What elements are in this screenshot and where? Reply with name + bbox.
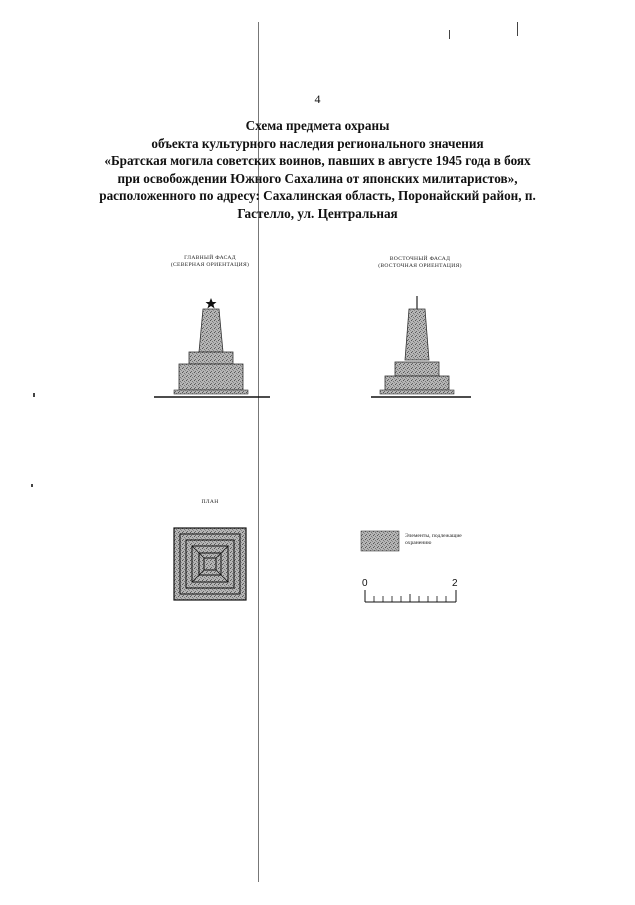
- plan-drawing: [174, 528, 246, 600]
- east-facade-caption-line2: (ВОСТОЧНАЯ ОРИЕНТАЦИЯ): [378, 263, 462, 269]
- title-line: «Братская могила советских воинов, павших в августе 1945 года в боях: [104, 153, 531, 168]
- scan-mark: [31, 484, 33, 487]
- east-facade-drawing: [359, 292, 489, 402]
- obelisk-pedestal: [395, 362, 439, 376]
- scale-end-label: 2: [452, 578, 458, 589]
- scan-mark: [517, 22, 518, 36]
- obelisk-base: [385, 376, 449, 390]
- title-line: расположенного по адресу: Сахалинская область, Поронайский район, п.: [99, 188, 536, 203]
- north-facade-caption-line2: (СЕВЕРНАЯ ОРИЕНТАЦИЯ): [170, 262, 250, 268]
- legend-label: [405, 533, 462, 547]
- legend-label-line2: охранению: [405, 540, 432, 546]
- obelisk-step: [174, 390, 248, 394]
- scan-mark: [33, 393, 35, 397]
- title-line: Схема предмета охраны: [245, 118, 390, 133]
- legend-label-line1: Элементы, подлежащие: [405, 533, 462, 539]
- page-number: 4: [314, 92, 321, 106]
- scan-mark: [449, 30, 450, 39]
- star-icon: [206, 298, 217, 309]
- east-facade-caption: [350, 256, 490, 270]
- scale-bar: [363, 590, 463, 606]
- obelisk-step: [380, 390, 454, 394]
- obelisk-pedestal: [189, 352, 233, 364]
- title-line: объекта культурного наследия регионального значения: [151, 135, 484, 151]
- obelisk-shaft: [405, 309, 429, 360]
- title-line: Гастелло, ул. Центральная: [237, 205, 398, 221]
- north-facade-drawing: [150, 292, 280, 402]
- east-facade-caption-line1: ВОСТОЧНЫЙ ФАСАД: [389, 256, 451, 262]
- north-facade-caption: [140, 255, 280, 269]
- legend-swatch: [361, 531, 399, 551]
- north-facade-caption-line1: ГЛАВНЫЙ ФАСАД: [184, 255, 236, 261]
- plan-caption: ПЛАН: [201, 499, 219, 505]
- scale-start-label: 0: [362, 578, 368, 589]
- obelisk-shaft: [199, 309, 223, 352]
- document-title: [20, 117, 615, 222]
- title-line: при освобождении Южного Сахалина от японских милитаристов»,: [117, 170, 518, 186]
- obelisk-base: [179, 364, 243, 390]
